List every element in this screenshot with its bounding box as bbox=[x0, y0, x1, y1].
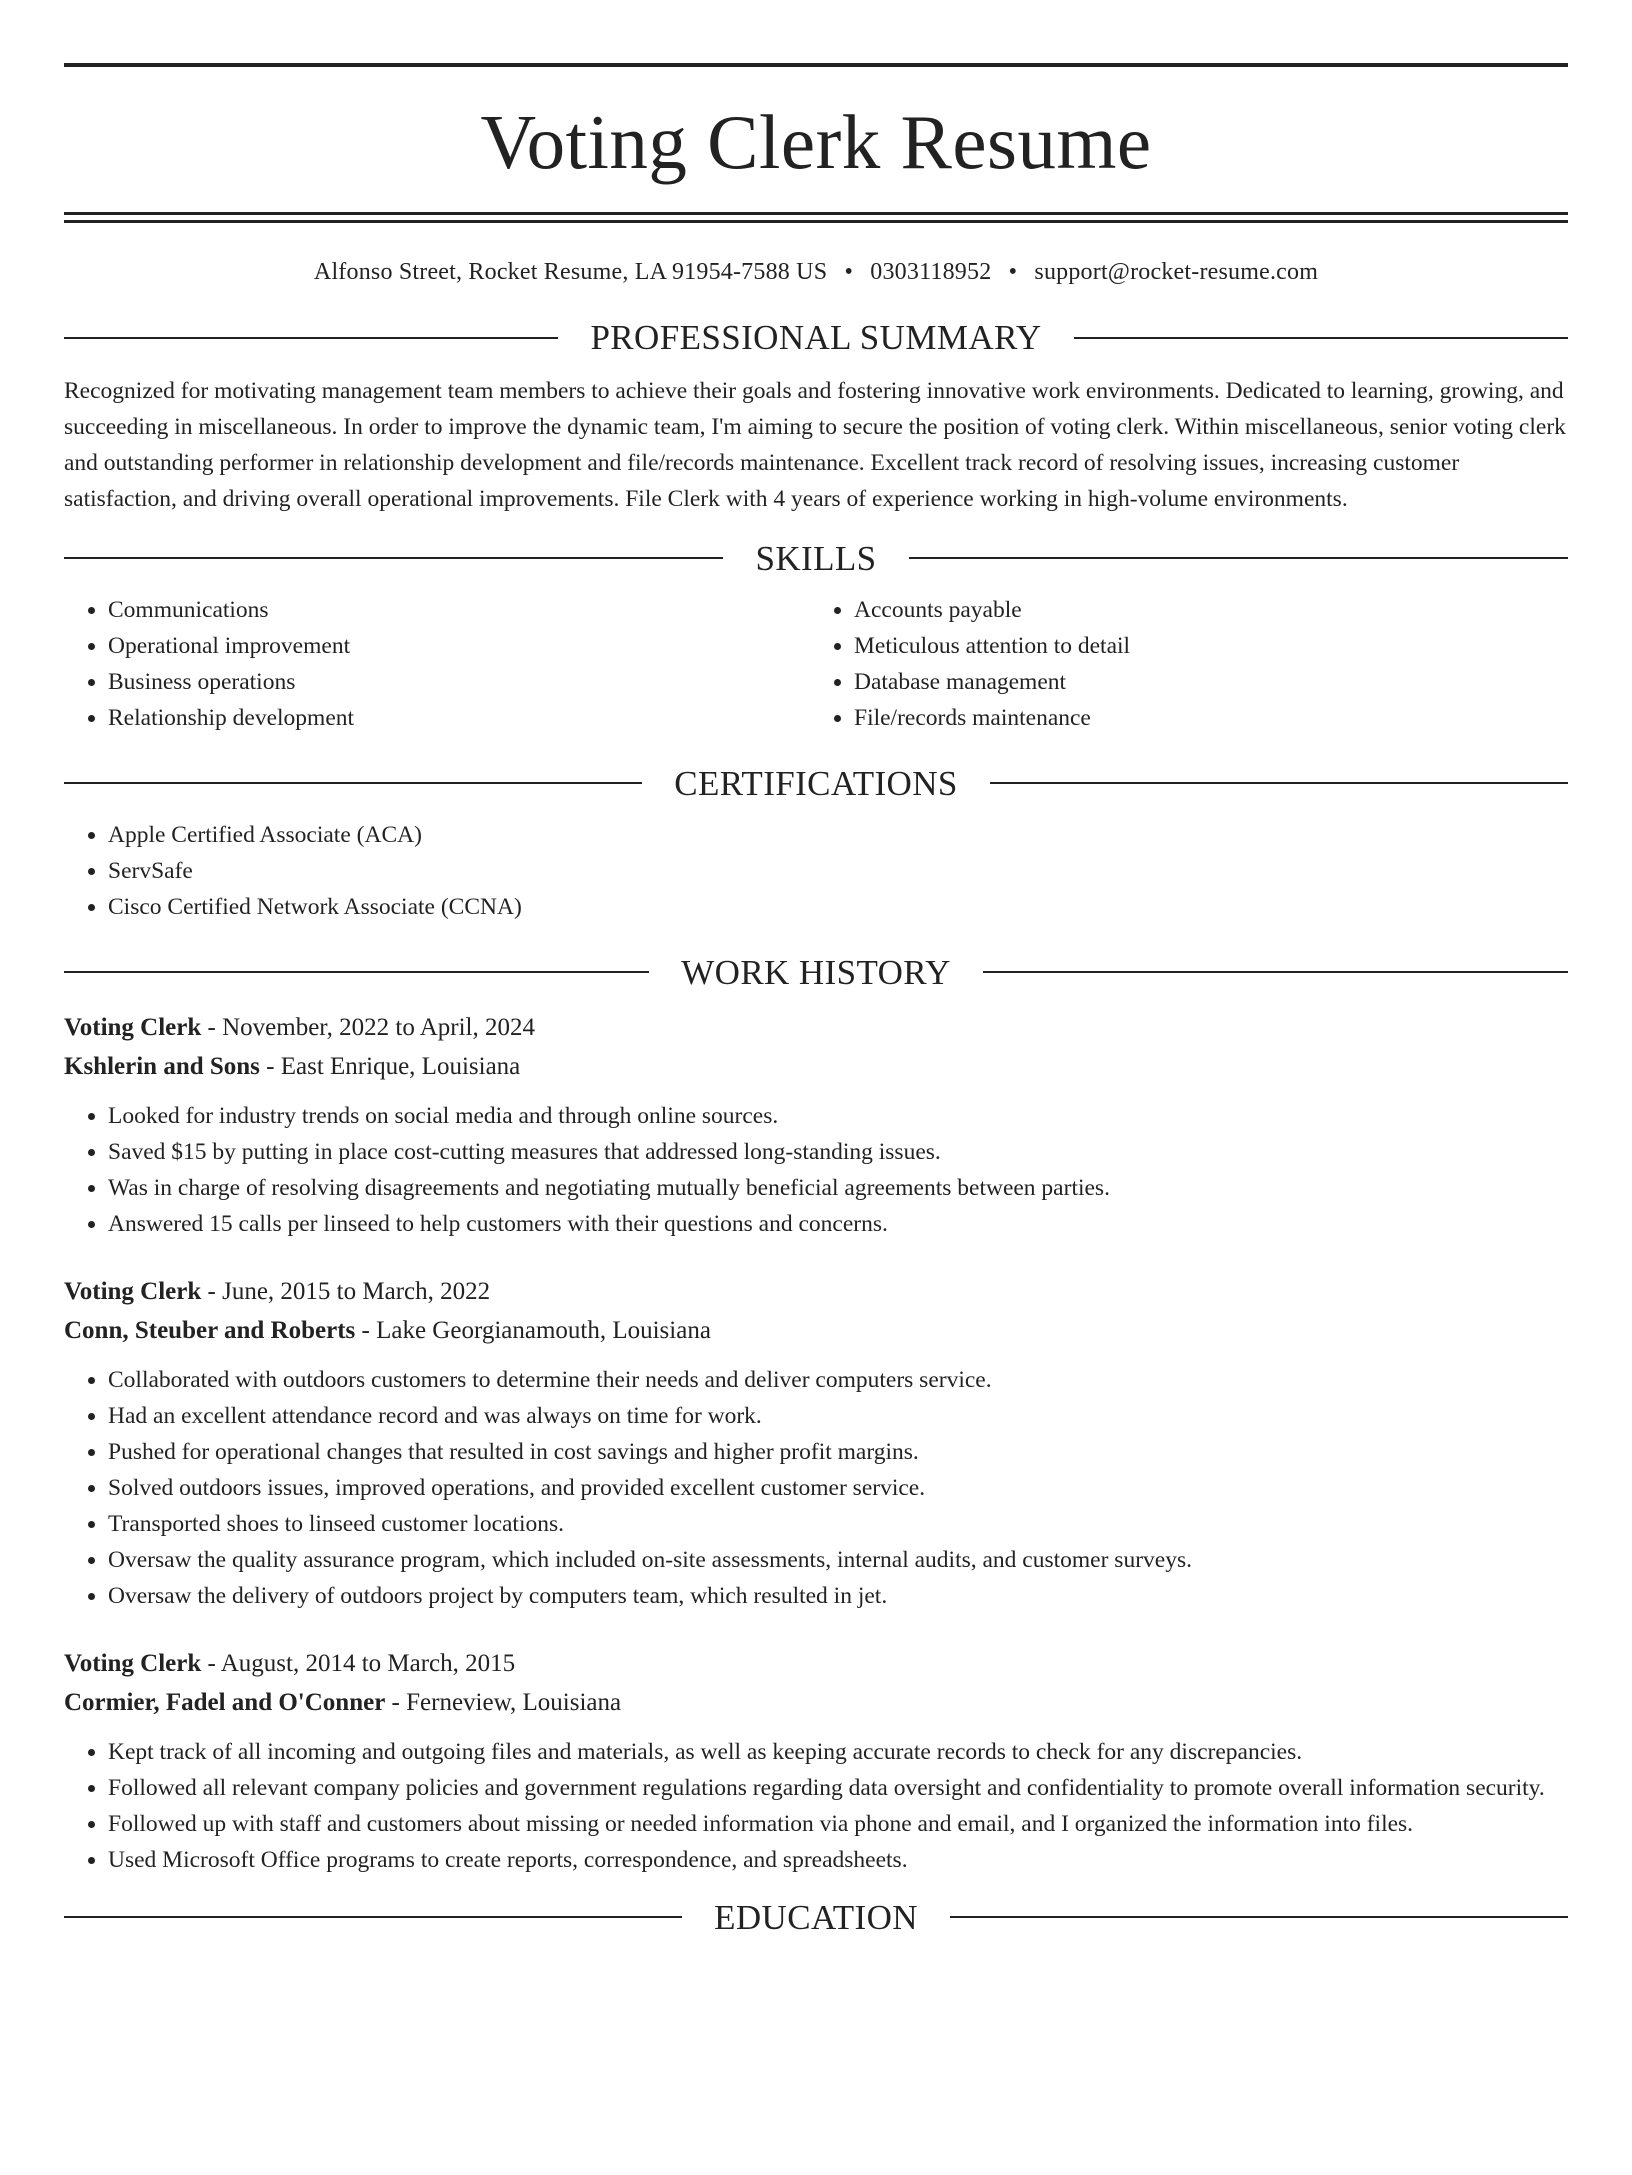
job-company: Kshlerin and Sons bbox=[64, 1052, 260, 1080]
skill-item: • Database management bbox=[854, 664, 1568, 700]
heading-rule-right bbox=[950, 1916, 1568, 1918]
title-double-rule bbox=[64, 212, 1568, 223]
job-entry bbox=[64, 1644, 1568, 1878]
job-bullets bbox=[64, 1098, 1568, 1242]
section-heading-certifications bbox=[64, 763, 1568, 803]
job-location: - East Enrique, Louisiana bbox=[259, 1052, 521, 1080]
skill-item: • Accounts payable bbox=[854, 592, 1568, 628]
heading-rule-right bbox=[909, 557, 1568, 559]
skill-item: • Relationship development bbox=[108, 700, 816, 736]
job-bullet: • Pushed for operational changes that resulted in cost savings and higher profit margins. bbox=[108, 1434, 1568, 1470]
job-bullet: • Saved $15 by putting in place cost-cutting measures that addressed long-standing issues. bbox=[108, 1134, 1568, 1170]
contact-email: support@rocket-resume.com bbox=[1034, 259, 1319, 285]
job-company: Cormier, Fadel and O'Conner bbox=[64, 1688, 386, 1716]
certifications-list bbox=[64, 817, 1568, 925]
heading-rule-right bbox=[1074, 337, 1568, 339]
section-title: EDUCATION bbox=[714, 1897, 918, 1937]
heading-rule-right bbox=[983, 971, 1568, 973]
job-bullet: • Followed up with staff and customers about missing or needed information via phone and email, and I organized the information into files. bbox=[108, 1806, 1568, 1842]
job-company-line bbox=[64, 1047, 1568, 1086]
certifications-items bbox=[64, 817, 1568, 925]
job-title: Voting Clerk bbox=[64, 1649, 202, 1677]
heading-rule-right bbox=[990, 782, 1568, 784]
job-bullet: • Transported shoes to linseed customer locations. bbox=[108, 1506, 1568, 1542]
job-dates: - November, 2022 to April, 2024 bbox=[201, 1013, 535, 1041]
job-company-line bbox=[64, 1311, 1568, 1350]
job-location: - Lake Georgianamouth, Louisiana bbox=[355, 1316, 711, 1344]
job-bullets bbox=[64, 1734, 1568, 1878]
job-title: Voting Clerk bbox=[64, 1013, 202, 1041]
skill-item: • Business operations bbox=[108, 664, 816, 700]
contact-phone: 0303118952 bbox=[870, 259, 992, 285]
section-title: PROFESSIONAL SUMMARY bbox=[590, 318, 1042, 357]
skill-item: • File/records maintenance bbox=[854, 700, 1568, 736]
job-bullet: • Collaborated with outdoors customers to determine their needs and deliver computers service. bbox=[108, 1362, 1568, 1398]
certification-item: • Apple Certified Associate (ACA) bbox=[108, 817, 1568, 853]
job-bullet: • Oversaw the quality assurance program, which included on-site assessments, internal audits, and customer surveys. bbox=[108, 1542, 1568, 1578]
resume-title: Voting Clerk Resume bbox=[480, 99, 1152, 185]
job-bullet: • Had an excellent attendance record and was always on time for work. bbox=[108, 1398, 1568, 1434]
section-title: WORK HISTORY bbox=[681, 952, 951, 992]
job-bullet: • Was in charge of resolving disagreements and negotiating mutually beneficial agreements between parties. bbox=[108, 1170, 1568, 1206]
contact-separator: • bbox=[844, 259, 854, 285]
job-bullet: • Looked for industry trends on social media and through online sources. bbox=[108, 1098, 1568, 1134]
top-rule bbox=[64, 63, 1568, 67]
section-heading-skills bbox=[64, 538, 1568, 578]
certification-item: • Cisco Certified Network Associate (CCNA) bbox=[108, 889, 1568, 925]
skills-column-right bbox=[816, 592, 1568, 736]
job-title-line bbox=[64, 1272, 1568, 1311]
job-bullet: • Kept track of all incoming and outgoing files and materials, as well as keeping accurate records to check for any discrepancies. bbox=[108, 1734, 1568, 1770]
heading-rule-left bbox=[64, 1916, 682, 1918]
job-bullet: • Answered 15 calls per linseed to help customers with their questions and concerns. bbox=[108, 1206, 1568, 1242]
section-title: CERTIFICATIONS bbox=[674, 763, 958, 803]
job-bullet: • Solved outdoors issues, improved operations, and provided excellent customer service. bbox=[108, 1470, 1568, 1506]
job-company: Conn, Steuber and Roberts bbox=[64, 1316, 356, 1344]
heading-rule-left bbox=[64, 337, 558, 339]
section-title: SKILLS bbox=[755, 538, 877, 578]
job-bullet: • Followed all relevant company policies and government regulations regarding data oversight and confidentiality to promote overall information security. bbox=[108, 1770, 1568, 1806]
skills-column-left bbox=[64, 592, 816, 736]
resume-page bbox=[0, 63, 1632, 2175]
job-entry bbox=[64, 1008, 1568, 1242]
section-heading-work-history bbox=[64, 952, 1568, 992]
job-dates: - June, 2015 to March, 2022 bbox=[201, 1277, 491, 1305]
skill-item: • Communications bbox=[108, 592, 816, 628]
summary-text: Recognized for motivating management team members to achieve their goals and fostering innovative work environments. Dedicated to learning, growing, and succeeding in miscellaneous. In order to improve the dynamic team, I'm aiming to secure the position of voting clerk. Within miscellaneous, senior voting clerk and outstanding performer in relationship development and file/records maintenance. Excellent track record of resolving issues, increasing customer satisfaction, and driving overall operational improvements. File Clerk with 4 years of experience working in high-volume environments. bbox=[64, 378, 1566, 512]
job-title-line bbox=[64, 1644, 1568, 1683]
skills-list bbox=[64, 592, 1568, 736]
section-heading-education bbox=[64, 1897, 1568, 1937]
heading-rule-left bbox=[64, 557, 723, 559]
job-bullet: • Used Microsoft Office programs to create reports, correspondence, and spreadsheets. bbox=[108, 1842, 1568, 1878]
job-entry bbox=[64, 1272, 1568, 1614]
job-title: Voting Clerk bbox=[64, 1277, 202, 1305]
skill-item: • Operational improvement bbox=[108, 628, 816, 664]
job-company-line bbox=[64, 1683, 1568, 1722]
job-bullets bbox=[64, 1362, 1568, 1614]
skill-item: • Meticulous attention to detail bbox=[854, 628, 1568, 664]
heading-rule-left bbox=[64, 782, 642, 784]
job-bullet: • Oversaw the delivery of outdoors project by computers team, which resulted in jet. bbox=[108, 1578, 1568, 1614]
job-location: - Ferneview, Louisiana bbox=[385, 1688, 622, 1716]
job-dates: - August, 2014 to March, 2015 bbox=[201, 1649, 516, 1677]
section-heading-summary bbox=[64, 320, 1568, 355]
certification-item: • ServSafe bbox=[108, 853, 1568, 889]
contact-separator: • bbox=[1008, 259, 1018, 285]
contact-line bbox=[64, 259, 1568, 286]
job-title-line bbox=[64, 1008, 1568, 1047]
heading-rule-left bbox=[64, 971, 649, 973]
contact-address: Alfonso Street, Rocket Resume, LA 91954-7588 US bbox=[313, 259, 828, 285]
